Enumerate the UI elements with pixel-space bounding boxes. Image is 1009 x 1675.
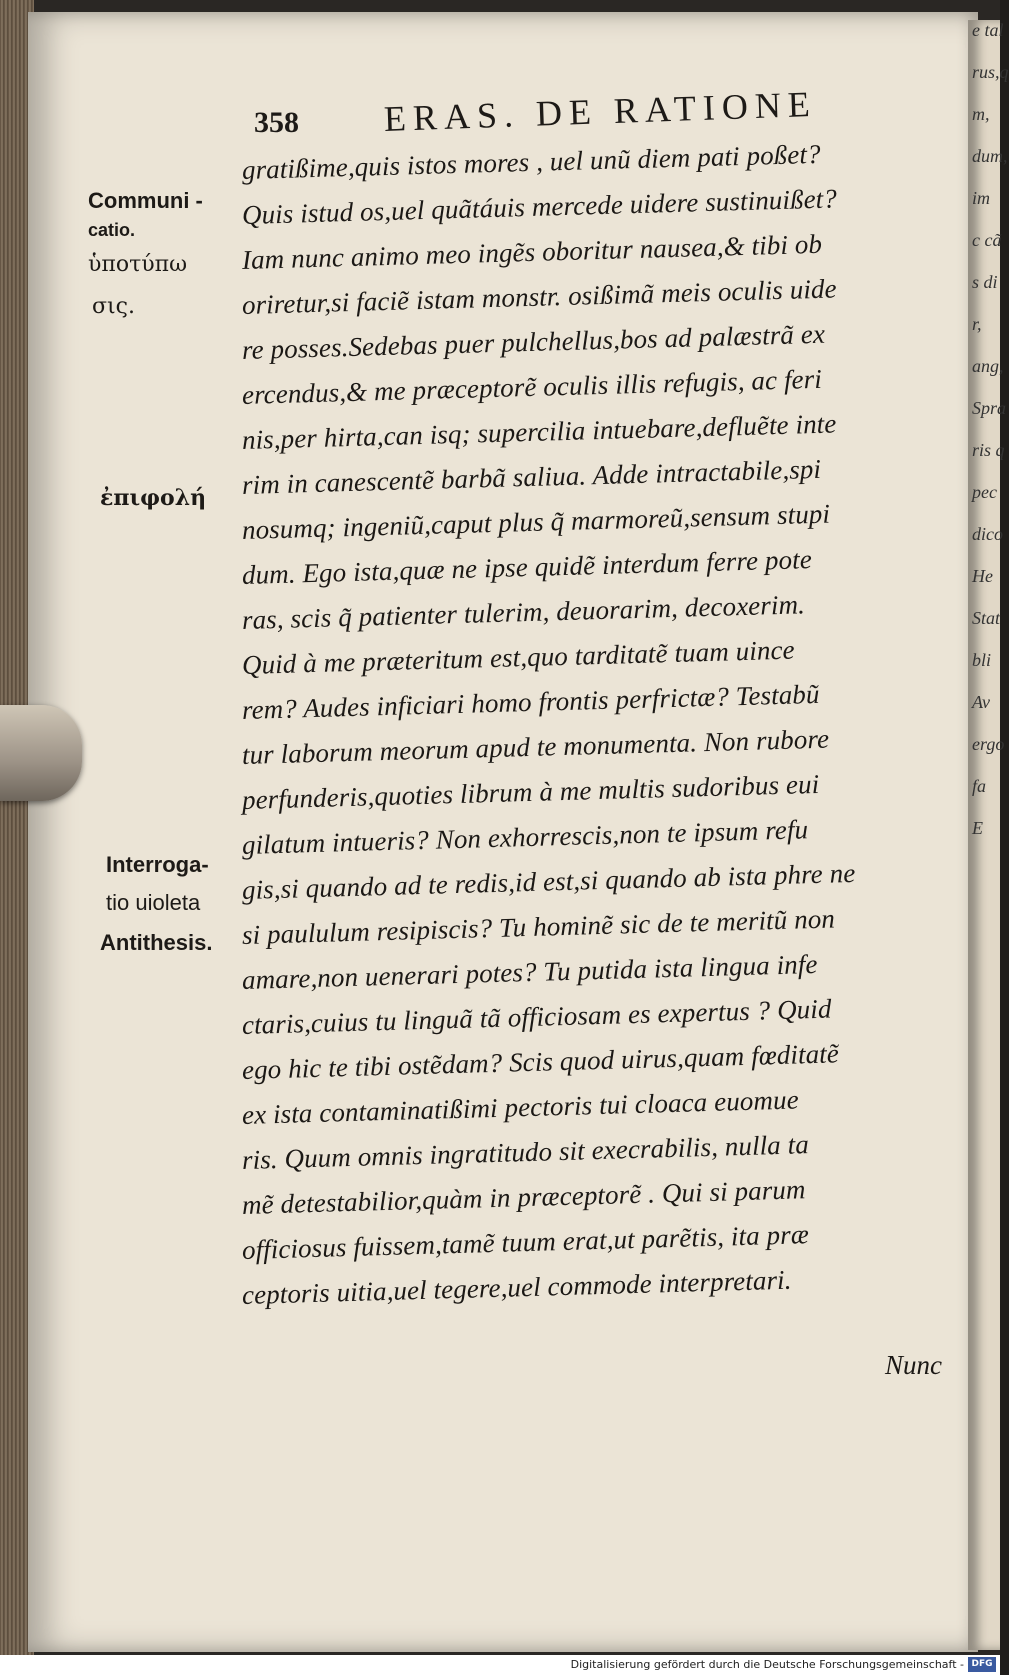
next-page-fragment: s di bbox=[972, 272, 998, 292]
text-line: nis,per hirta,can isq; supercilia intuebare,defluẽte inte bbox=[241, 408, 837, 455]
text-line: gratißime,quis istos mores , uel unũ diem pati poßet? bbox=[241, 138, 821, 185]
text-line: ex ista contaminatißimi pectoris tui cloaca euomue bbox=[241, 1084, 800, 1130]
catchword: Nunc bbox=[885, 1350, 942, 1380]
next-page-fragment: rus,q bbox=[972, 62, 1009, 82]
text-line: officiosus fuissem,tamẽ tuum erat,ut parẽtis, ita præ bbox=[241, 1219, 810, 1265]
margin-note: tio uioleta bbox=[106, 890, 201, 915]
text-line: nosumq; ingeniũ,caput plus q̃ marmoreũ,sensum stupi bbox=[241, 498, 831, 545]
page-number: 358 bbox=[254, 106, 299, 139]
next-page-fragment: fa bbox=[972, 776, 987, 796]
footer-credit: Digitalisierung gefördert durch die Deutsche Forschungsgemeinschaft - bbox=[570, 1658, 964, 1671]
main-text bbox=[241, 138, 962, 1318]
text-line: Iam nunc animo meo ingẽs oboritur nausea,& tibi ob bbox=[241, 228, 823, 275]
text-line: Quid à me præteritum est,quo tarditatẽ tuam uince bbox=[241, 634, 796, 680]
text-line: ctaris,cuius tu linguã tã officiosam es expertus ? Quid bbox=[241, 993, 832, 1040]
next-page-strip bbox=[968, 20, 1009, 1650]
margin-note: Antithesis. bbox=[100, 930, 213, 955]
margin-note: catio. bbox=[88, 220, 136, 240]
next-page-fragment: He bbox=[972, 566, 993, 586]
margin-note: Interroga- bbox=[106, 852, 209, 877]
margin-note: ἐπιφολή bbox=[100, 485, 207, 511]
next-page-fragment: m, bbox=[972, 104, 990, 124]
next-page-fragment: im bbox=[972, 188, 990, 208]
dfg-logo: DFG bbox=[968, 1657, 996, 1672]
text-line: re posses.Sedebas puer pulchellus,bos ad palæstrã ex bbox=[241, 318, 826, 365]
next-page-fragment: dico bbox=[972, 524, 1003, 544]
next-page-fragment: ergo bbox=[972, 734, 1005, 754]
running-head: ERAS. DE RATIONE bbox=[383, 83, 818, 139]
next-page-fragment: dum, bbox=[972, 146, 1008, 166]
text-line: ceptoris uitia,uel tegere,uel commode interpretari. bbox=[241, 1264, 792, 1310]
footer bbox=[0, 1655, 1000, 1675]
text-line: ris. Quum omnis ingratitudo sit execrabilis, nulla ta bbox=[241, 1129, 810, 1175]
text-line: Quis istud os,uel quãtáuis mercede uidere sustinuißet? bbox=[241, 183, 838, 230]
next-page-fragment: e tal bbox=[972, 20, 1004, 40]
next-page-fragment: bli bbox=[972, 650, 992, 670]
margin-note: ὑποτύπω bbox=[88, 252, 188, 277]
next-page-fragment: Stat bbox=[972, 608, 1001, 628]
next-page-fragment: ang, bbox=[972, 356, 1004, 376]
text-line: perfunderis,quoties librum à me multis sudoribus eui bbox=[241, 768, 820, 815]
next-page-fragment: r, bbox=[972, 314, 982, 334]
text-line: ego hic te tibi ostẽdam? Scis quod uirus,quam fœditatẽ bbox=[241, 1038, 840, 1085]
text-line: amare,non uenerari potes? Tu putida ista lingua infe bbox=[241, 948, 818, 995]
margin-note: σις. bbox=[92, 294, 135, 319]
text-line: ercendus,& me præceptorẽ oculis illis refugis, ac feri bbox=[241, 363, 823, 410]
next-page-fragment: c cã bbox=[972, 230, 1002, 250]
text-line: gis,si quando ad te redis,id est,si quando ab ista phre ne bbox=[241, 857, 856, 905]
book-clasp bbox=[0, 705, 82, 801]
next-page-fragment: Spra bbox=[972, 398, 1007, 418]
text-line: gilatum intueris? Non exhorrescis,non te ipsum refu bbox=[241, 814, 809, 860]
text-line: si paululum resipiscis? Tu hominẽ sic de te meritũ non bbox=[241, 903, 836, 950]
text-line: rim in canescentẽ barbã saliua. Adde intractabile,spi bbox=[241, 453, 822, 500]
margin-note: Communi - bbox=[88, 188, 203, 213]
next-page-fragment: E bbox=[972, 818, 983, 838]
next-page-fragment: Av bbox=[972, 692, 990, 712]
text-line: ras, scis q̃ patienter tulerim, deuorarim, decoxerim. bbox=[241, 589, 806, 635]
text-line: dum. Ego ista,quæ ne ipse quidẽ interdum ferre pote bbox=[241, 544, 813, 590]
text-line: mẽ detestabilior,quàm in præceptorẽ . Qui si parum bbox=[241, 1174, 806, 1220]
next-page-fragment: pec bbox=[972, 482, 997, 502]
next-page-fragment: ris q bbox=[972, 440, 1005, 460]
text-line: oriretur,si faciẽ istam monstr. osißimã meis oculis uide bbox=[241, 273, 838, 320]
text-line: rem? Audes inficiari homo frontis perfrictæ? Testabũ bbox=[241, 678, 820, 725]
text-line: tur laborum meorum apud te monumenta. Non rubore bbox=[241, 723, 830, 770]
